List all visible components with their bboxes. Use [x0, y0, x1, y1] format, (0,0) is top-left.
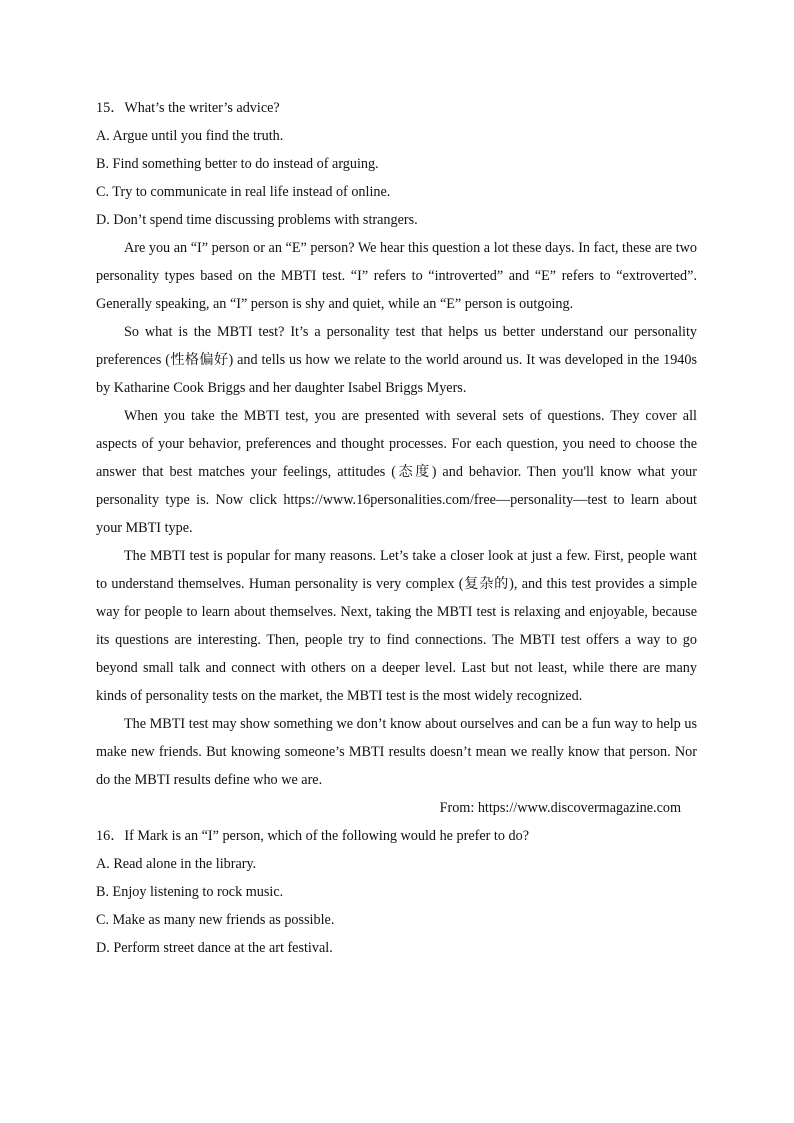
- passage-paragraph-2: So what is the MBTI test? It’s a personality test that helps us better understand our personality preferences (性格偏好) and tells us how we relate to the world around us. It was developed in the 1940s by Katharine Cook Briggs and her daughter Isabel Briggs Myers.: [96, 324, 697, 396]
- passage-paragraph-5: The MBTI test may show something we don’t know about ourselves and can be a fun way to help us make new friends. But knowing someone’s MBTI results doesn’t mean we really know that person. Nor do the MBTI results define who we are.: [96, 716, 697, 788]
- question-15: [96, 94, 697, 234]
- reading-passage: [96, 234, 697, 822]
- passage-source: From: https://www.discovermagazine.com: [439, 800, 681, 816]
- question-15-option-d: D. Don’t spend time discussing problems with strangers.: [96, 212, 418, 228]
- question-15-stem: 15．What’s the writer’s advice?: [96, 100, 280, 116]
- exam-page: [96, 94, 697, 962]
- question-16-option-c: C. Make as many new friends as possible.: [96, 912, 335, 928]
- question-15-option-c: C. Try to communicate in real life instead of online.: [96, 184, 391, 200]
- passage-paragraph-4: The MBTI test is popular for many reasons. Let’s take a closer look at just a few. First, people want to understand themselves. Human personality is very complex (复杂的), and this test provides a simple way for people to learn about themselves. Next, taking the MBTI test is relaxing and enjoyable, because its questions are interesting. Then, people try to find connections. The MBTI test offers a way to go beyond small talk and connect with others on a deeper level. Last but not least, while there are many kinds of personality tests on the market, the MBTI test is the most widely recognized.: [96, 548, 697, 704]
- question-16-option-b: B. Enjoy listening to rock music.: [96, 884, 284, 900]
- question-16-option-a: A. Read alone in the library.: [96, 856, 257, 872]
- question-16-option-d: D. Perform street dance at the art festival.: [96, 940, 333, 956]
- question-15-option-a: A. Argue until you find the truth.: [96, 128, 284, 144]
- passage-paragraph-1: Are you an “I” person or an “E” person? We hear this question a lot these days. In fact, these are two personality types based on the MBTI test. “I” refers to “introverted” and “E” refers to “extroverted”. Generally speaking, an “I” person is shy and quiet, while an “E” person is outgoing.: [96, 240, 697, 312]
- question-16: [96, 822, 697, 962]
- passage-paragraph-3: When you take the MBTI test, you are presented with several sets of questions. They cover all aspects of your behavior, preferences and thought processes. For each question, you need to choose the answer that best matches your feelings, attitudes (态度) and behavior. Then you'll know what your personality type is. Now click https://www.16personalities.com/free—personality—test to learn about your MBTI type.: [96, 408, 697, 536]
- question-15-option-b: B. Find something better to do instead of arguing.: [96, 156, 379, 172]
- question-16-stem: 16．If Mark is an “I” person, which of the following would he prefer to do?: [96, 828, 529, 844]
